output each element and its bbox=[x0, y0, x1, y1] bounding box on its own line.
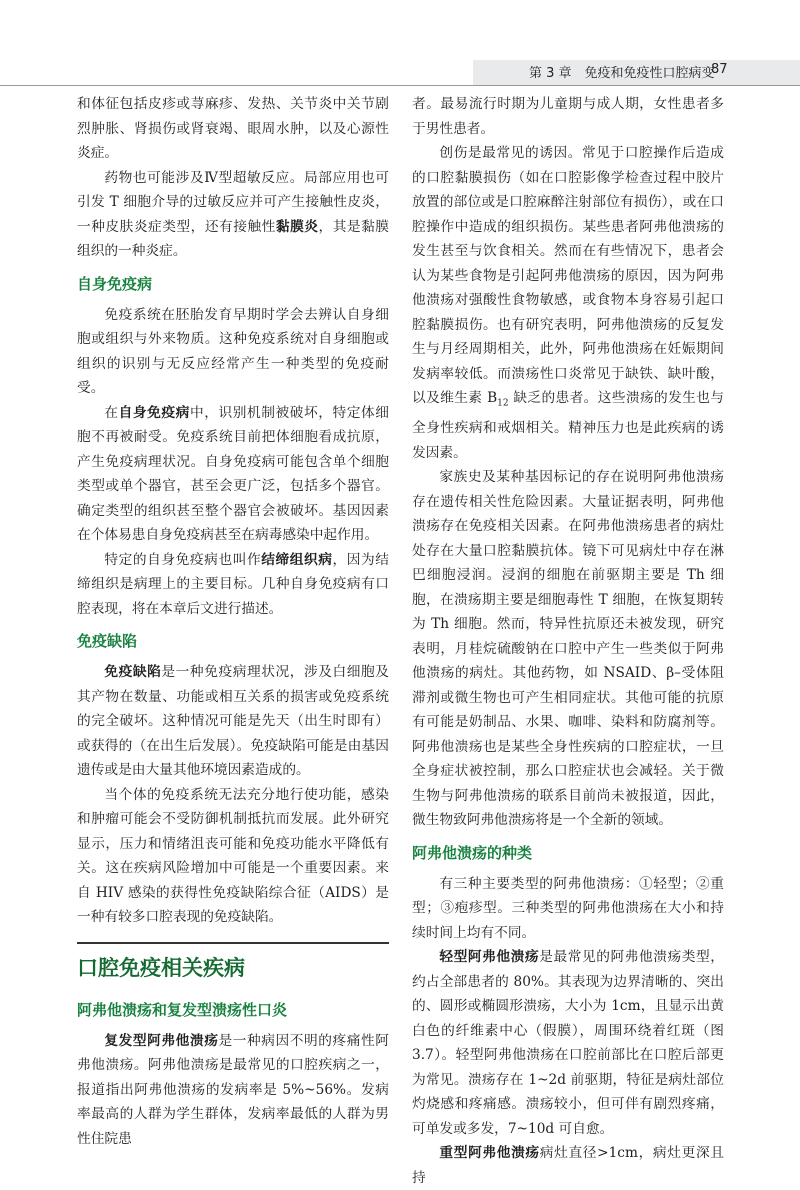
paragraph bbox=[77, 401, 389, 548]
term-autoimmune: 自身免疫病 bbox=[118, 404, 190, 421]
text: 在 bbox=[104, 404, 119, 421]
text: 病灶直径>1cm，病灶更深且持 bbox=[412, 1145, 724, 1186]
text: 是最常见的阿弗他溃疡类型，约占全部患者的 80%。其表现为边界清晰的、突出的、圆形或椭圆形溃疡，大小为 1cm，且显示出黄白色的纤维素中心（假膜），周围环绕着红斑（图 3.7）。轻型阿弗他溃疡在口腔前部比在口腔后部更为常见。溃疡存在 1~2d 前驱期，特征是病灶部位灼烧感和疼痛感。溃疡较小，但可伴有剧烈疼痛，可单发或多发，7~10d 可自愈。 bbox=[412, 949, 724, 1137]
text: 药物也可能涉及Ⅳ型超敏反应。局部应用也可引发 T 细胞介导的过敏反应并可产生接触性皮炎，一种皮肤炎症类型，还有接触性 bbox=[77, 169, 389, 235]
chapter-section-heading: 口腔免疫相关疾病 bbox=[77, 955, 245, 980]
chapter-title: 第 3 章 免疫和免疫性口腔病变 bbox=[529, 66, 715, 81]
text: 缺乏的患者。这些溃疡的发生也与全身性疾病和戒烟相关。精神压力也是此疾病的诱发因素。 bbox=[412, 390, 724, 461]
section-heading-immunodeficiency: 免疫缺陷 bbox=[77, 632, 138, 650]
paragraph: 当个体的免疫系统无法充分地行使功能，感染和肿瘤可能会不受防御机制抵抗而发展。此外研究显示，压力和情绪沮丧可能和免疫功能水平降低有关。这在疾病风险增加中可能是一个重要因素。来自 HIV 感染的获得性免疫缺陷综合征（AIDS）是一种有较多口腔表现的免疫缺陷。 bbox=[77, 786, 389, 925]
paragraph: 有三种主要类型的阿弗他溃疡：①轻型；②重型；③疱疹型。三种类型的阿弗他溃疡在大小和持续时间上均有不同。 bbox=[412, 875, 724, 941]
text: 中，识别机制被破坏，特定体细胞不再被耐受。免疫系统目前把体细胞看成抗原，产生免疫病理状况。自身免疫病可能包含单个细胞类型或单个器官，甚至会更广泛，包括多个器官。确定类型的组织甚至整个器官会被破坏。基因因素在个体易患自身免疫病甚至在病毒感染中起作用。 bbox=[77, 404, 389, 543]
term-immunodeficiency: 免疫缺陷 bbox=[104, 664, 162, 680]
term-mucositis: 黏膜炎 bbox=[275, 218, 319, 235]
paragraph bbox=[412, 1141, 724, 1190]
paragraph bbox=[412, 945, 724, 1141]
paragraph: 者。最易流行时期为儿童期与成人期，女性患者多于男性患者。 bbox=[412, 96, 724, 137]
section-rule bbox=[77, 942, 389, 944]
section-heading-aphthous: 阿弗他溃疡和复发型溃疡性口炎 bbox=[77, 1000, 288, 1019]
left-column bbox=[77, 90, 389, 1151]
text: 特定的自身免疫病也叫作 bbox=[104, 551, 262, 568]
page-number: 87 bbox=[711, 62, 728, 77]
text: ，其是黏膜组织的一种炎症。 bbox=[77, 218, 389, 259]
paragraph: 免疫系统在胚胎发育早期时学会去辨认自身细胞或组织与外来物质。这种免疫系统对自身细胞或组织的识别与无反应经常产生一种类型的免疫耐受。 bbox=[77, 306, 389, 396]
term-connective-tissue: 结缔组织病 bbox=[261, 551, 333, 568]
text: 创伤是最常见的诱因。常见于口腔操作后造成的口腔黏膜损伤（如在口腔影像学检查过程中胶片放置的部位或是口腔麻醉注射部位有损伤），或在口腔操作中造成的组织损伤。某些患者阿弗他溃疡的发生甚至与饮食相关。然而在有些情况下，患者会认为某些食物是引起阿弗他溃疡的原因，因为阿弗他溃疡对强酸性食物敏感，或食物本身容易引起口腔黏膜损伤。也有研究表明，阿弗他溃疡的反复发生与月经周期相关，此外，阿弗他溃疡在妊娠期间发病率较低。而溃疡性口炎常见于缺铁、缺叶酸，以及维生素 B bbox=[412, 145, 724, 406]
term-recurrent-aphthous: 复发型阿弗他溃疡 bbox=[104, 1032, 219, 1049]
text: 是一种病因不明的疼痛性阿弗他溃疡。阿弗他溃疡是最常见的口腔疾病之一，报道指出阿弗他溃疡的发病率是 5%~56%。发病率最高的人群为学生群体，发病率最低的人群为男性住院患 bbox=[77, 1032, 389, 1147]
paragraph: 和体征包括皮疹或荨麻疹、发热、关节炎中关节剧烈肿胀、肾损伤或肾衰竭、眼周水肿，以及心源性炎症。 bbox=[77, 96, 389, 161]
paragraph bbox=[77, 660, 389, 783]
subscript: 12 bbox=[497, 398, 509, 409]
header-rule bbox=[0, 85, 800, 86]
term-minor-aphthous: 轻型阿弗他溃疡 bbox=[439, 949, 540, 966]
right-column bbox=[412, 90, 724, 1190]
running-header bbox=[0, 0, 800, 90]
paragraph bbox=[412, 141, 724, 465]
paragraph bbox=[77, 166, 389, 264]
paragraph: 家族史及某种基因标记的存在说明阿弗他溃疡存在遗传相关性危险因素。大量证据表明，阿弗他溃疡存在免疫相关因素。在阿弗他溃疡患者的病灶处存在大量口腔黏膜抗体。镜下可见病灶中存在淋巴细胞浸润。浸润的细胞在前驱期主要是 Th 细胞，在溃疡期主要是细胞毒性 T 细胞，在恢复期转为 Th 细胞。然而，特异性抗原还未被发现，研究表明，月桂烷硫酸钠在口腔中产生一些类似于阿弗他溃疡的病灶。其他药物，如 NSAID、β–受体阻滞剂或微生物也可产生相同症状。其他可能的抗原有可能是奶制品、水果、咖啡、染料和防腐剂等。阿弗他溃疡也是某些全身性疾病的口腔症状，一旦全身症状被控制，那么口腔症状也会减轻。关于微生物与阿弗他溃疡的联系目前尚未被报道，因此，微生物致阿弗他溃疡将是一个全新的领域。 bbox=[412, 469, 724, 829]
term-major-aphthous: 重型阿弗他溃疡 bbox=[439, 1145, 540, 1162]
paragraph bbox=[77, 1029, 389, 1152]
text: 是一种免疫病理状况，涉及白细胞及其产物在数量、功能或相互关系的损害或免疫系统的完全破坏。这种情况可能是先天（出生时即有）或获得的（在出生后发展）。免疫缺陷可能是由基因遗传或是由大量其他环境因素造成的。 bbox=[77, 664, 389, 778]
paragraph bbox=[77, 548, 389, 622]
text: ，因为结缔组织是病理上的主要目标。几种自身免疫病有口腔表现，将在本章后文进行描述。 bbox=[77, 551, 389, 617]
section-heading-autoimmune: 自身免疫病 bbox=[77, 274, 153, 293]
section-heading-types: 阿弗他溃疡的种类 bbox=[412, 843, 533, 862]
